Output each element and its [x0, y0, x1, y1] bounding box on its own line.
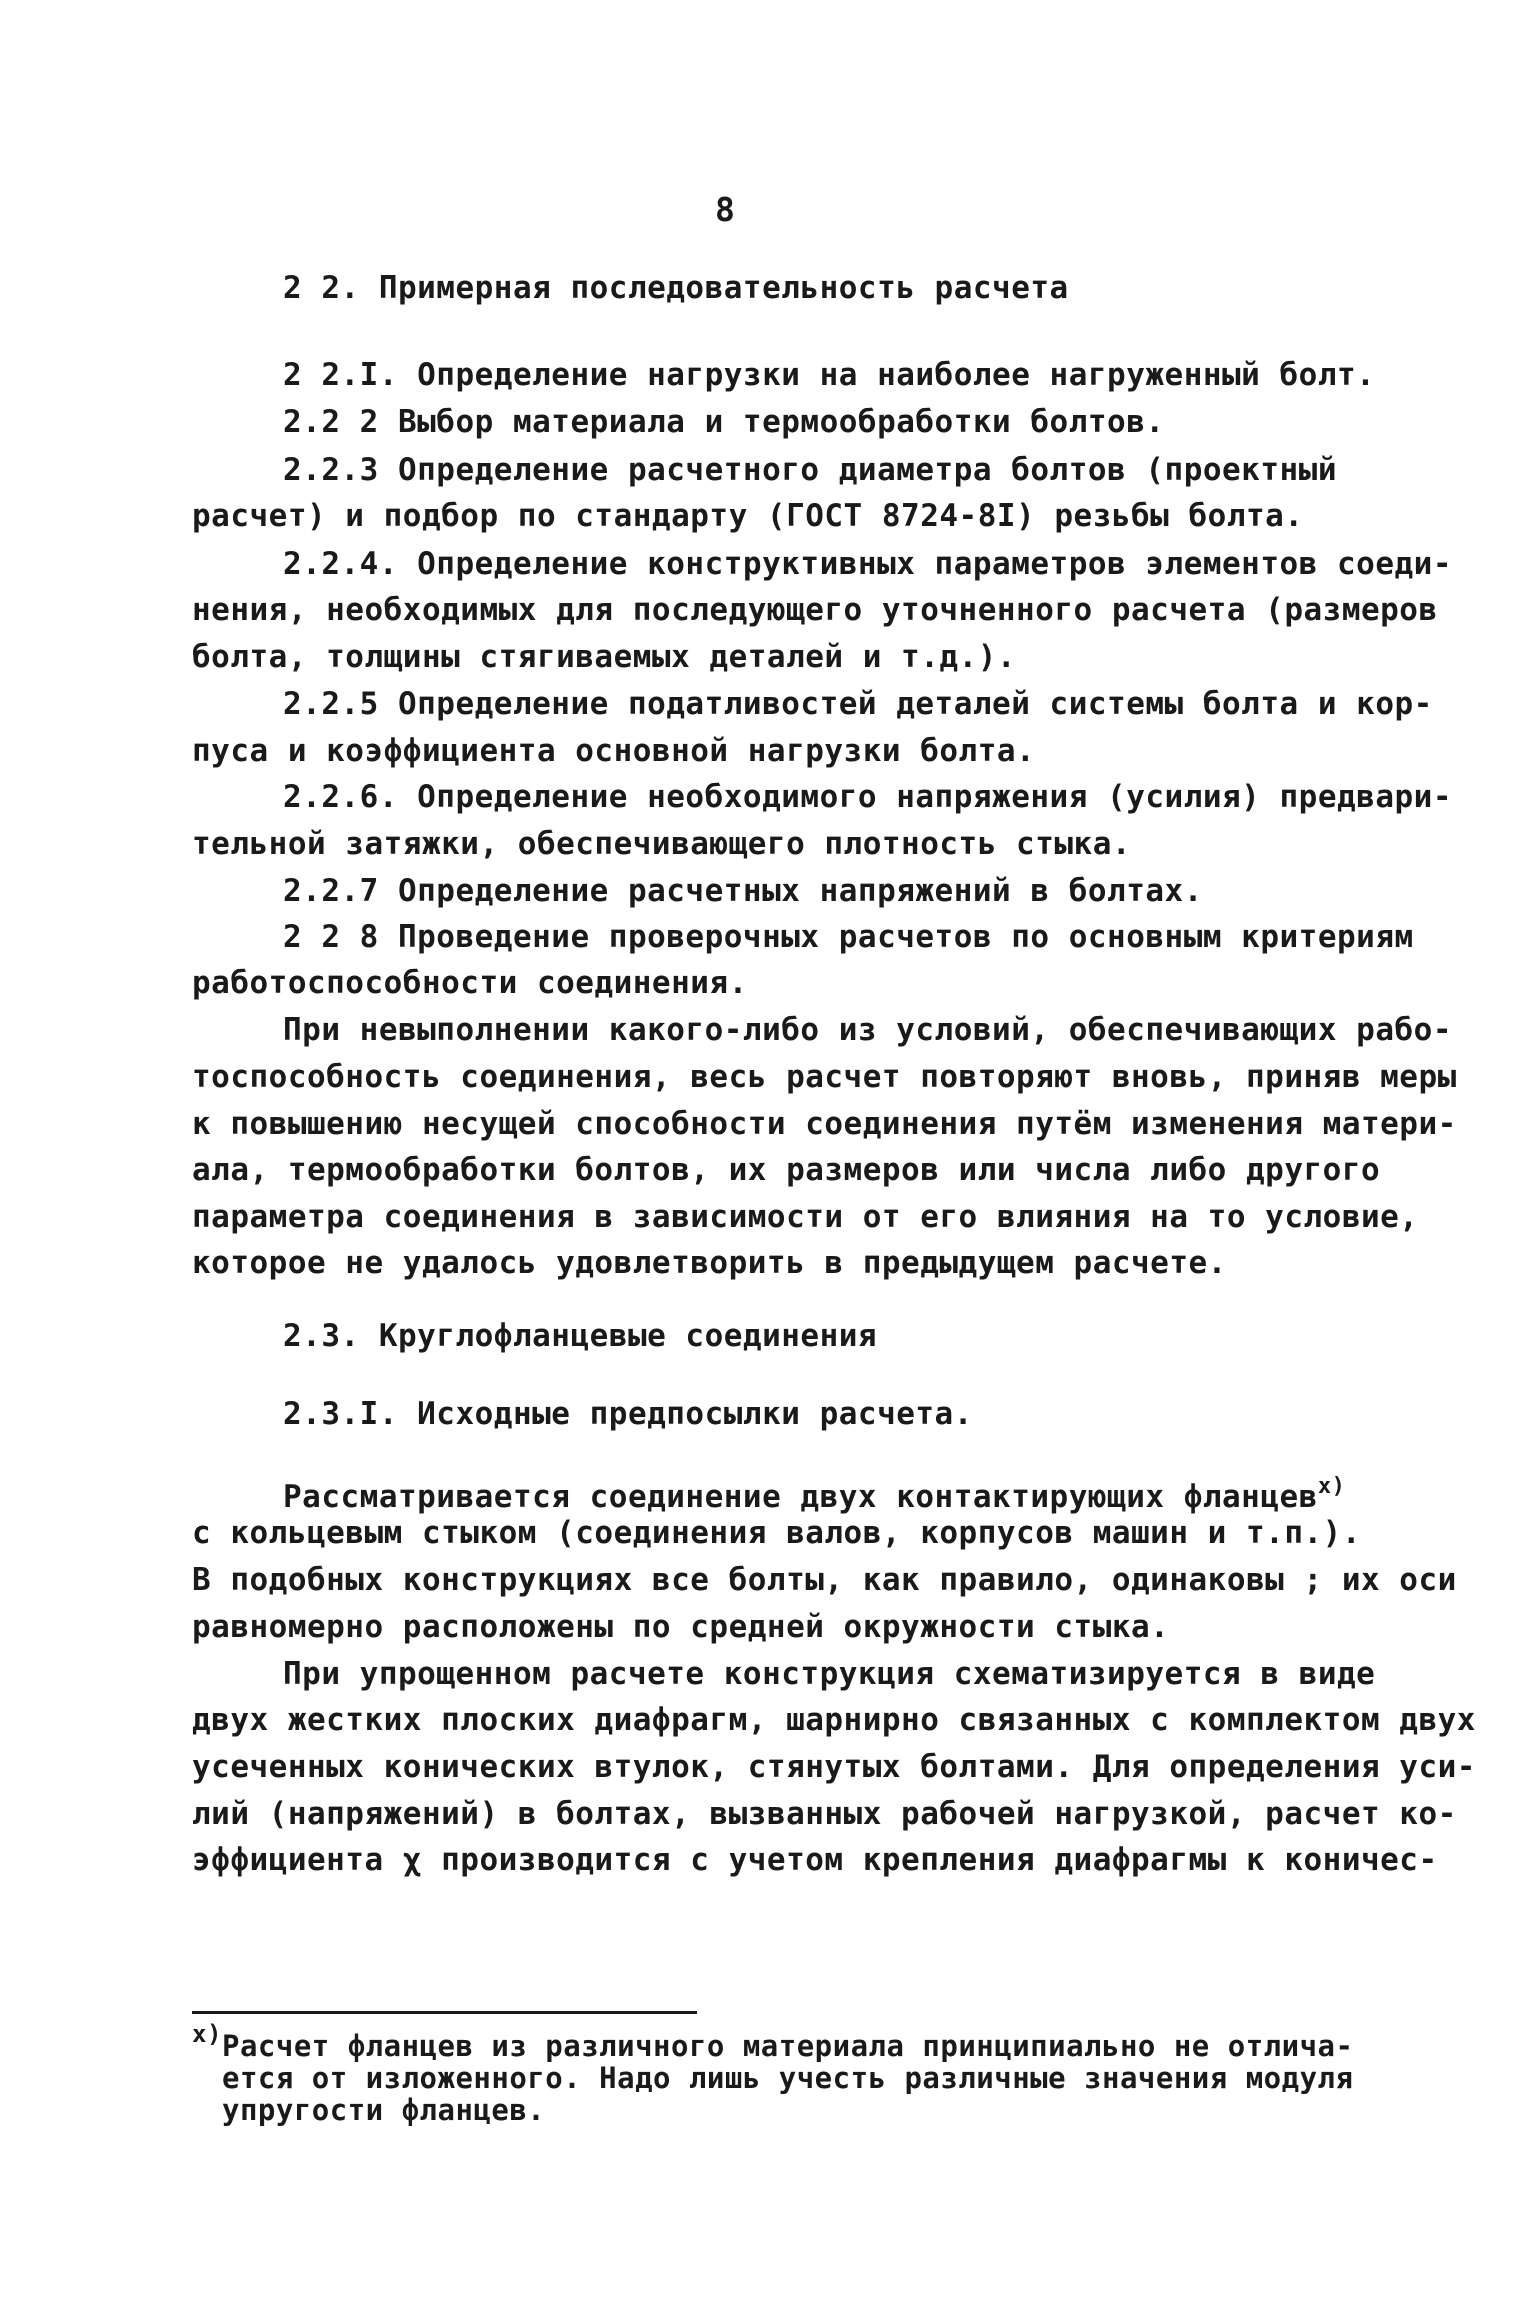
paragraph-line: [283, 1467, 1345, 1517]
footnote-marker: x): [192, 2020, 222, 2048]
paragraph-line: к повышению несущей способности соединения путём изменения матери-: [192, 1106, 1457, 1142]
step-2-2-4-cont1: нения, необходимых для последующего уточненного расчета (размеров: [192, 592, 1438, 628]
step-2-2-8: 2 2 8 Проведение проверочных расчетов по основным критериям: [283, 919, 1414, 955]
paragraph-line: усеченных конических втулок, стянутых болтами. Для определения уси-: [192, 1749, 1476, 1785]
paragraph-line: При невыполнении какого-либо из условий, обеспечивающих рабо-: [283, 1012, 1452, 1048]
paragraph-line: параметра соединения в зависимости от его влияния на то условие,: [192, 1199, 1419, 1235]
step-2-2-4: 2.2.4. Определение конструктивных параметров элементов соеди-: [283, 546, 1452, 582]
step-2-2-4-cont2: болта, толщины стягиваемых деталей и т.д.).: [192, 639, 1017, 675]
step-2-2-3: 2.2.3 Определение расчетного диаметра болтов (проектный: [283, 452, 1337, 488]
step-2-2-6-cont: тельной затяжки, обеспечивающего плотность стыка.: [192, 826, 1132, 862]
page-number: 8: [715, 190, 736, 229]
step-2-2-7: 2.2.7 Определение расчетных напряжений в болтах.: [283, 873, 1203, 909]
paragraph-text: Рассматривается соединение двух контактирующих фланцев: [283, 1479, 1318, 1515]
section-heading-2-3: 2.3. Круглофланцевые соединения: [283, 1318, 878, 1354]
paragraph-line: равномерно расположены по средней окружности стыка.: [192, 1609, 1170, 1645]
step-2-2-1: 2 2.I. Определение нагрузки на наиболее нагруженный болт.: [283, 357, 1376, 393]
section-heading-2-2: 2 2. Примерная последовательность расчета: [283, 270, 1069, 306]
footnote-line: Расчет фланцев из различного материала принципиально не отлича-: [222, 2029, 1354, 2063]
step-2-2-8-cont: работоспособности соединения.: [192, 965, 748, 1001]
footnote-line: упругости фланцев.: [222, 2093, 546, 2127]
paragraph-line: которое не удалось удовлетворить в предыдущем расчете.: [192, 1245, 1227, 1281]
paragraph-line: ала, термообработки болтов, их размеров или числа либо другого: [192, 1152, 1381, 1188]
paragraph-line: При упрощенном расчете конструкция схематизируется в виде: [283, 1656, 1376, 1692]
step-2-2-3-cont: расчет) и подбор по стандарту (ГОСТ 8724-8I) резьбы болта.: [192, 498, 1304, 534]
paragraph-line: тоспособность соединения, весь расчет повторяют вновь, приняв меры: [192, 1059, 1457, 1095]
footnote-divider: [192, 2011, 697, 2014]
paragraph-line: эффициента χ производится с учетом крепления диафрагмы к коничес-: [192, 1842, 1438, 1878]
footnote-reference: x): [1317, 1474, 1346, 1499]
step-2-2-5: 2.2.5 Определение податливостей деталей системы болта и кор-: [283, 686, 1433, 722]
paragraph-line: лий (напряжений) в болтах, вызванных рабочей нагрузкой, расчет ко-: [192, 1796, 1457, 1832]
step-2-2-5-cont: пуса и коэффициента основной нагрузки болта.: [192, 733, 1036, 769]
paragraph-line: В подобных конструкциях все болты, как правило, одинаковы ; их оси: [192, 1562, 1457, 1598]
step-2-2-6: 2.2.6. Определение необходимого напряжения (усилия) предвари-: [283, 779, 1452, 815]
paragraph-line: с кольцевым стыком (соединения валов, корпусов машин и т.п.).: [192, 1515, 1361, 1551]
step-2-2-2: 2.2 2 Выбор материала и термообработки болтов.: [283, 404, 1165, 440]
footnote-line: ется от изложенного. Надо лишь учесть различные значения модуля: [222, 2061, 1354, 2095]
subsection-heading-2-3-1: 2.3.I. Исходные предпосылки расчета.: [283, 1396, 973, 1432]
paragraph-line: двух жестких плоских диафрагм, шарнирно связанных с комплектом двух: [192, 1702, 1476, 1738]
